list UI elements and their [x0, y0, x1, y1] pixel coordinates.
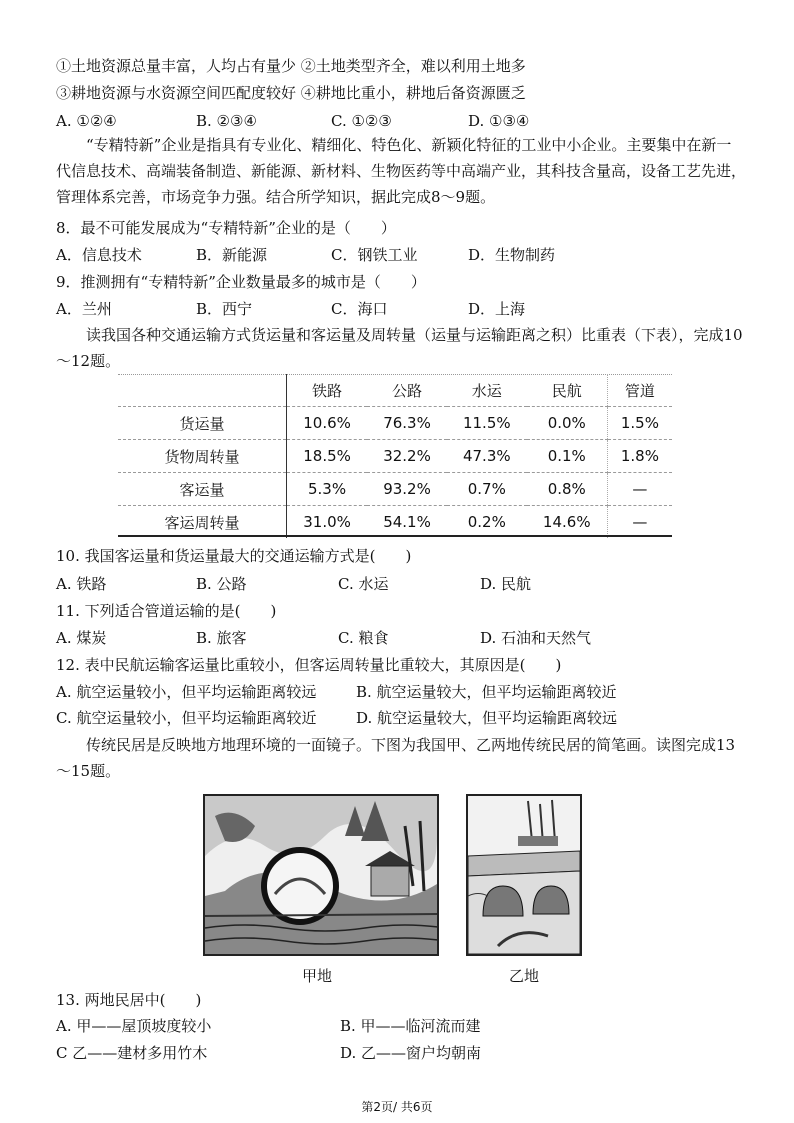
q9-option-c: C．海口	[331, 300, 388, 318]
q10-option-b: B. 公路	[196, 575, 247, 593]
q7-option-d: D. ①③④	[468, 112, 530, 130]
q12-option-a: A. 航空运量较小，但平均运输距离较远	[56, 683, 317, 701]
table-cell: 31.0%	[287, 506, 368, 539]
table-cell: 93.2%	[367, 473, 447, 506]
q7-statements-line-1: ①土地资源总量丰富，人均占有量少 ②土地类型齐全，难以利用土地多	[56, 57, 526, 75]
caption-jia: 甲地	[302, 967, 333, 985]
table-cell: —	[607, 506, 672, 539]
q8-option-c: C．钢铁工业	[331, 246, 418, 264]
table-cell: 1.5%	[607, 407, 672, 440]
bridge-sketch-image	[205, 796, 437, 954]
q12-option-b: B. 航空运量较大，但平均运输距离较近	[356, 683, 617, 701]
q11-option-b: B. 旅客	[196, 629, 247, 647]
table-row	[118, 506, 672, 539]
q8-option-b: B．新能源	[196, 246, 268, 264]
table-header-cell: 水运	[447, 374, 527, 407]
passage-1-text: “专精特新”企业是指具有专业化、精细化、特色化、新颖化特征的工业中小企业。主要集中在新一代信息技术、高端装备制造、新能源、新材料、生物医药等中高端产业，其科技含量高，设备工艺先进，管理体系完善，市场竞争力强。结合所学知识，据此完成8～9题。	[56, 136, 747, 206]
q9-option-a: A．兰州	[56, 300, 112, 318]
q9-stem: 9．推测拥有“专精特新”企业数量最多的城市是（ ）	[56, 273, 426, 291]
sketch-jia-bridge-dwelling	[203, 794, 439, 956]
table-row-label: 货运量	[118, 407, 287, 440]
q11-option-a: A. 煤炭	[56, 629, 107, 647]
q13-option-d: D. 乙——窗户均朝南	[340, 1044, 482, 1062]
table-row	[118, 440, 672, 473]
table-row-label: 客运量	[118, 473, 287, 506]
q8-option-d: D．生物制药	[468, 246, 556, 264]
q10-stem: 10. 我国客运量和货运量最大的交通运输方式是( )	[56, 547, 412, 565]
transport-share-table	[118, 374, 672, 538]
table-row-label: 客运周转量	[118, 506, 287, 539]
table-row	[118, 407, 672, 440]
q13-option-b: B. 甲——临河流而建	[340, 1017, 481, 1035]
table-cell: 11.5%	[447, 407, 527, 440]
q12-option-c: C. 航空运量较小，但平均运输距离较近	[56, 709, 317, 727]
q12-stem: 12. 表中民航运输客运量比重较小，但客运周转量比重较大，其原因是( )	[56, 656, 562, 674]
passage-2-text: 读我国各种交通运输方式货运量和客运量及周转量（运量与运输距离之积）比重表（下表），完成10～12题。	[56, 326, 743, 370]
q12-option-d: D. 航空运量较大，但平均运输距离较远	[356, 709, 618, 727]
dwelling-sketch-image	[468, 796, 580, 954]
q9-option-d: D．上海	[468, 300, 526, 318]
sketch-yi-dwelling	[466, 794, 582, 956]
table-cell: 76.3%	[367, 407, 447, 440]
passage-3-text: 传统民居是反映地方地理环境的一面镜子。下图为我国甲、乙两地传统民居的简笔画。读图完成13～15题。	[56, 736, 736, 780]
q11-option-d: D. 石油和天然气	[480, 629, 592, 647]
table-row-label: 货物周转量	[118, 440, 287, 473]
q7-option-b: B. ②③④	[196, 112, 257, 130]
table-cell: 0.8%	[527, 473, 608, 506]
table-cell: 47.3%	[447, 440, 527, 473]
q11-stem: 11. 下列适合管道运输的是( )	[56, 602, 277, 620]
table-cell: 1.8%	[607, 440, 672, 473]
q13-option-a: A. 甲——屋顶坡度较小	[56, 1017, 212, 1035]
q7-option-a: A. ①②④	[56, 112, 117, 130]
table-cell: 5.3%	[287, 473, 368, 506]
table-cell: —	[607, 473, 672, 506]
table-header-cell	[118, 374, 287, 407]
q13-stem: 13. 两地民居中( )	[56, 991, 202, 1009]
table-cell: 10.6%	[287, 407, 368, 440]
table-cell: 0.1%	[527, 440, 608, 473]
table-cell: 0.0%	[527, 407, 608, 440]
table-cell: 18.5%	[287, 440, 368, 473]
q7-option-c: C. ①②③	[331, 112, 392, 130]
table-header-cell: 管道	[607, 374, 672, 407]
caption-yi: 乙地	[509, 967, 540, 985]
page-number-footer: 第2页/ 共6页	[361, 1100, 433, 1114]
table-header-row	[118, 374, 672, 407]
table-cell: 14.6%	[527, 506, 608, 539]
q13-option-c: C 乙——建材多用竹木	[56, 1044, 208, 1062]
passage-transport-table	[56, 322, 746, 374]
table-cell: 54.1%	[367, 506, 447, 539]
table-header-cell: 铁路	[287, 374, 368, 407]
passage-traditional-dwellings	[56, 732, 746, 784]
q8-stem: 8．最不可能发展成为“专精特新”企业的是（ ）	[56, 219, 396, 237]
q10-option-c: C. 水运	[338, 575, 389, 593]
q9-option-b: B．西宁	[196, 300, 253, 318]
table-bottom-rule	[118, 535, 672, 537]
q7-statements-line-2: ③耕地资源与水资源空间匹配度较好 ④耕地比重小，耕地后备资源匮乏	[56, 84, 526, 102]
table-cell: 0.7%	[447, 473, 527, 506]
passage-specialized-enterprises	[56, 132, 746, 210]
q11-option-c: C. 粮食	[338, 629, 389, 647]
q10-option-a: A. 铁路	[56, 575, 107, 593]
table-row	[118, 473, 672, 506]
table-cell: 0.2%	[447, 506, 527, 539]
table-cell: 32.2%	[367, 440, 447, 473]
table-header-cell: 公路	[367, 374, 447, 407]
q8-option-a: A．信息技术	[56, 246, 142, 264]
table-header-cell: 民航	[527, 374, 608, 407]
q10-option-d: D. 民航	[480, 575, 532, 593]
